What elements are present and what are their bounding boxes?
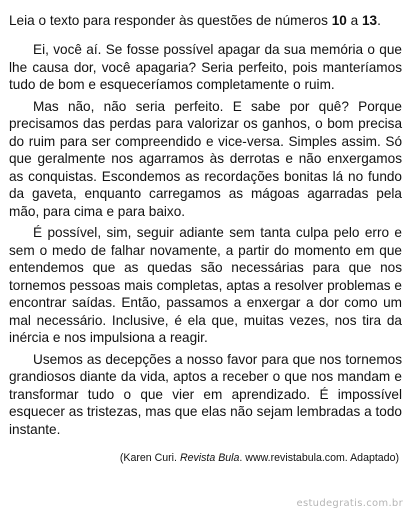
instruction-line (9, 10, 402, 31)
paragraph-3: É possível, sim, seguir adiante sem tanta culpa pelo erro e sem o medo de falhar novamente, a partir do momento em que entendemos que as quedas são necessárias para que nos tornemos pessoas mais completas, aptas a resolver problemas e encontrar saídas. Então, passamos a enxergar a dor como um mal necessário. Inclusive, é ela que, muitas vezes, nos tira da inércia e nos impulsiona a reagir. (9, 225, 402, 345)
instruction-connector: a (346, 13, 362, 28)
document-page (9, 10, 402, 465)
instruction-text: Leia o texto para responder às questões de números (9, 13, 332, 28)
paragraph-2: Mas não, não seria perfeito. E sabe por quê? Porque precisamos das perdas para valorizar os ganhos, o bom precisa do ruim para ser compreendido e vice-versa. Simples assim. Só que geralmente nos agarramos às derrotas e não enxergamos as conquistas. Escondemos as recordações bonitas lá no fundo da gaveta, enquanto carregamos as mágoas agarradas pela mão, para cima e para baixo. (9, 98, 402, 219)
passage (9, 41, 402, 438)
question-start-number: 10 (331, 13, 347, 28)
instruction-suffix: . (377, 13, 381, 28)
source-url: . www.revistabula.com. Adaptado) (239, 452, 399, 464)
source-author: (Karen Curi. (119, 452, 180, 464)
source-citation (9, 451, 402, 465)
watermark: estudegratis.com.br (296, 498, 403, 509)
paragraph-4: Usemos as decepções a nosso favor para que nos tornemos grandiosos diante da vida, aptos a receber o que nos mandam e transformar tudo o que vier em aprendizado. É impossível esquecer as tristezas, mas que elas não sejam lembradas a todo instante. (9, 351, 402, 437)
source-publication: Revista Bula (179, 452, 240, 464)
question-end-number: 13 (361, 13, 378, 28)
paragraph-1: Ei, você aí. Se fosse possível apagar da sua memória o que lhe causa dor, você apagaria? Seria perfeito, pois manteríamos tudo de bom e esqueceríamos completamente o ruim. (9, 42, 402, 92)
